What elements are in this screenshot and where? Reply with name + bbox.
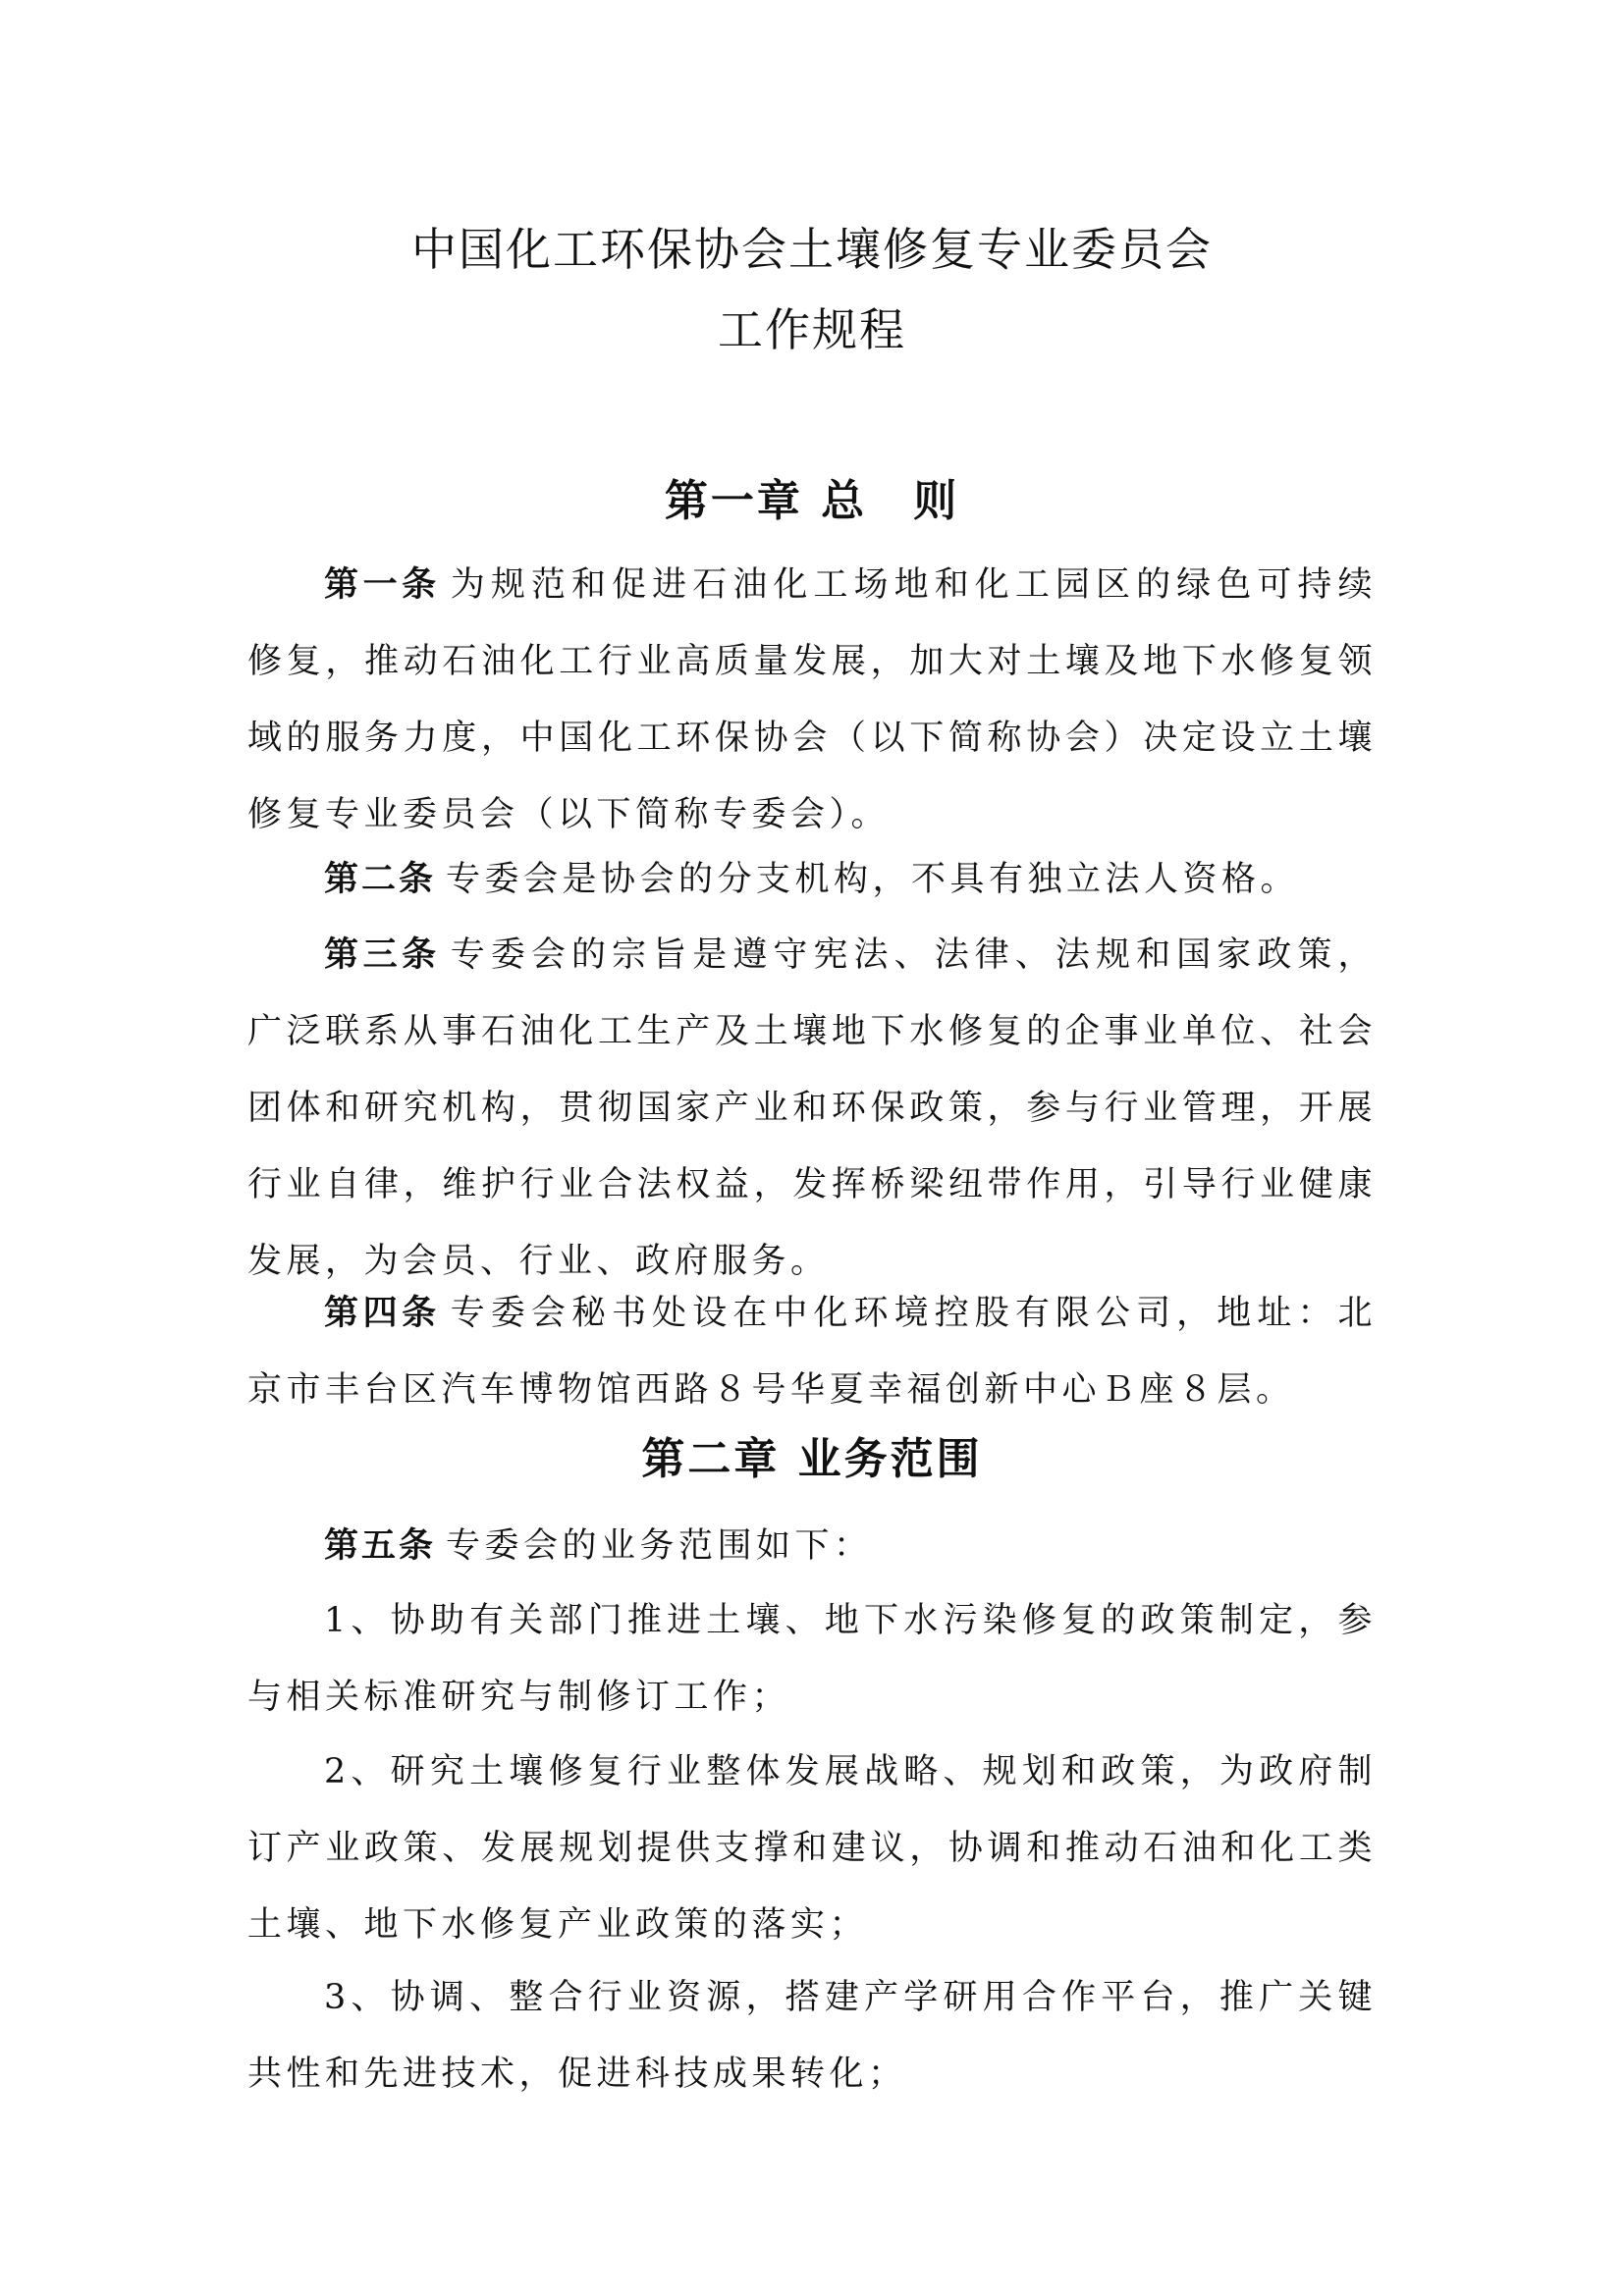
chapter-1-heading: 第一章 总 则 [664, 476, 960, 526]
list-item: 1、协助有关部门推进土壤、地下水污染修复的政策制定，参与相关标准研究与制修订工作； [247, 1601, 1377, 1717]
chapter-2-heading: 第二章 业务范围 [641, 1434, 983, 1484]
article-2 [247, 841, 1377, 918]
article-3-label: 第三条 [324, 935, 441, 975]
article-1-text: 为规范和促进石油化工场地和化工园区的绿色可持续修复，推动石油化工行业高质量发展，加大对土壤及地下水修复领域的服务力度，中国化工环保协会（以下简称协会）决定设立土壤修复专业委员会（以下简称专委会）。 [247, 565, 1377, 834]
article-2-label: 第二条 [324, 860, 437, 899]
list-item: 3、协调、整合行业资源，搭建产学研用合作平台，推广关键共性和先进技术，促进科技成果转化； [247, 1978, 1377, 2094]
article-4 [247, 1275, 1377, 1428]
article-1 [247, 547, 1377, 853]
article-4-label: 第四条 [324, 1294, 441, 1333]
article-5-label: 第五条 [324, 1526, 437, 1566]
list-item: 2、研究土壤修复行业整体发展战略、规划和政策，为政府制订产业政策、发展规划提供支撑和建议，协调和推动石油和化工类土壤、地下水修复产业政策的落实； [247, 1752, 1377, 1945]
article-3 [247, 917, 1377, 1300]
document-title-line2: 工作规程 [718, 303, 906, 356]
article-2-text: 专委会是协会的分支机构，不具有独立法人资格。 [446, 860, 1300, 899]
document-title-line1: 中国化工环保协会土壤修复专业委员会 [411, 223, 1213, 276]
article-4-text: 专委会秘书处设在中化环境控股有限公司，地址：北京市丰台区汽车博物馆西路８号华夏幸福创新中心Ｂ座８层。 [247, 1294, 1377, 1410]
article-1-label: 第一条 [324, 565, 441, 605]
article-3-text: 专委会的宗旨是遵守宪法、法律、法规和国家政策，广泛联系从事石油化工生产及土壤地下水修复的企事业单位、社会团体和研究机构，贯彻国家产业和环保政策，参与行业管理，开展行业自律，维护行业合法权益，发挥桥梁纽带作用，引导行业健康发展，为会员、行业、政府服务。 [247, 935, 1377, 1281]
article-5 [247, 1508, 1377, 1584]
article-5-text: 专委会的业务范围如下： [446, 1526, 873, 1566]
